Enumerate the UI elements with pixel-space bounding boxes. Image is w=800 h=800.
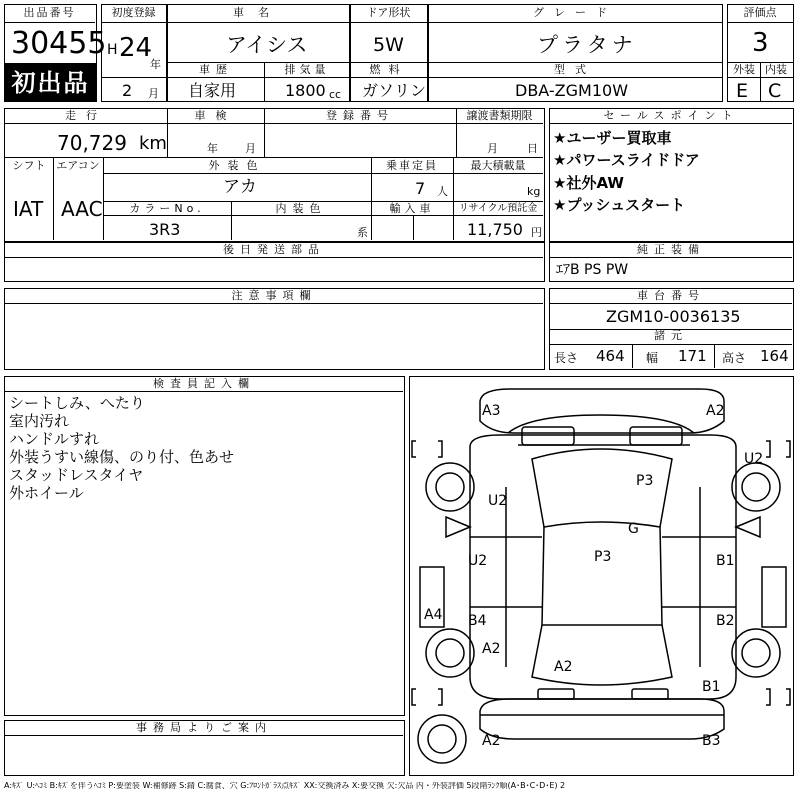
recycle-deposit: 11,750 [467,220,523,239]
recycle-deposit-label: リサイクル預託金 [458,203,538,214]
damage-mark: P3 [636,473,654,489]
damage-mark: A4 [424,607,443,623]
shift-label: シフト [12,159,46,172]
grade-box [428,4,723,102]
model: DBA-ZGM10W [515,81,629,100]
transfer-month-unit: 月 [487,142,498,155]
exterior-color: アカ [223,177,257,197]
damage-mark: B3 [702,733,721,749]
displacement-unit: cc [329,88,342,101]
height: 164 [760,347,789,365]
sales-point-item: ★社外AW [553,174,624,192]
inspection-label: 車検 [194,109,237,122]
sales-point-item: ★パワースライドドア [553,151,700,169]
first-listing-badge: 初出品 [4,64,97,102]
damage-mark: U2 [744,451,764,467]
inspector-note: 外ホイール [9,484,84,502]
lot-number-label: 出品番号 [23,6,76,19]
history: 自家用 [188,81,237,100]
length-label: 長さ [554,351,579,365]
damage-mark: B1 [716,553,735,569]
transfer-deadline-label: 譲渡書類期限 [466,109,533,122]
damage-mark: P3 [594,549,612,565]
year-unit: 年 [150,58,161,71]
interior-color-label: 内装色 [275,202,327,215]
month-unit: 月 [148,87,159,100]
equipment-list: ｴｱB PS PW [556,262,629,278]
ac: AAC [61,197,103,221]
chassis-box [549,288,794,370]
interior-grade: C [768,80,782,102]
door-label: ドア形状 [366,6,411,19]
office-label: 事務局よりご案内 [136,721,272,734]
model-label: 型式 [554,63,596,76]
lot-number: 30455 [11,26,107,61]
equipment-label: 純正装備 [637,243,705,256]
chassis-number: ZGM10-0036135 [606,307,741,326]
office-box [4,720,405,776]
later-parts-box [4,242,545,282]
inspector-label: 検査員記入欄 [153,377,255,390]
car-name-box [167,4,350,102]
damage-mark: G [628,521,639,537]
mileage-label: 走行 [65,109,107,122]
exterior-grade: E [736,80,749,102]
capacity-unit: 人 [437,185,448,198]
damage-mark: B2 [716,613,735,629]
later-parts-label: 後日発送部品 [223,243,325,256]
lot-number-box [4,4,107,64]
recycle-deposit-unit: 円 [531,226,542,239]
car-name-label: 車名 [233,6,283,19]
import-label: 輸入車 [389,202,435,215]
history-label: 車歴 [199,63,233,76]
inspection-year-unit: 年 [207,142,218,155]
damage-mark: A2 [482,733,501,749]
damage-mark: A2 [554,659,573,675]
first-registration-month: 2 [122,81,133,100]
legend: A:ｷｽﾞ U:ﾍｺﾐ B:ｷｽﾞを伴うﾍｺﾐ P:要塗装 W:補修跡 S:錆 C:腐食、穴 G:ﾌﾛﾝﾄｶﾞﾗｽ点ｷｽﾞ XX:交換済み X:要交換 欠:欠品 内・外装評価 5段階ﾗﾝｸ順(A･B･C･D･E) 2 [4,782,566,790]
car-outline [410,377,793,775]
inspector-box [4,376,405,716]
score: 3 [752,28,769,58]
score-label: 評価点 [743,6,777,19]
grade: プラタナ [537,33,637,57]
registration-number-label: 登録番号 [326,109,394,122]
notes-label: 注意事項欄 [231,289,317,302]
score-box [727,4,794,102]
damage-diagram [409,376,794,776]
inspector-note: 外装うすい線傷、のり付、色あせ [9,448,235,466]
length: 464 [596,347,625,365]
fuel-label: 燃料 [369,63,408,76]
first-registration-label: 初度登録 [111,6,156,19]
sales-points-label: セールスポイント [603,109,739,122]
interior-color-unit: 系 [357,226,368,239]
capacity-label: 乗車定員 [386,159,438,172]
inspector-note: 室内汚れ [9,412,70,430]
dimensions-label: 諸元 [654,329,688,342]
era-label: H [107,42,118,58]
door-shape: 5W [373,34,404,56]
door-box [350,4,428,102]
first-registration-year: 24 [119,33,153,63]
ac-label: エアコン [56,159,100,172]
transfer-day-unit: 日 [527,142,538,155]
height-label: 高さ [722,351,747,365]
displacement-label: 排気量 [284,63,330,76]
max-load-label: 最大積載量 [470,159,526,172]
equipment-box [549,242,794,282]
shift: IAT [13,197,44,221]
width-label: 幅 [646,351,659,365]
damage-mark: U2 [468,553,488,569]
fuel: ガソリン [362,81,427,100]
sales-point-item: ★プッシュスタート [553,196,686,214]
displacement: 1800 [285,81,326,100]
damage-mark: A2 [482,641,501,657]
damage-mark: B1 [702,679,721,695]
exterior-color-label: 外装色 [208,159,266,172]
notes-box [4,288,545,370]
inspector-note: シートしみ、へたり [9,394,145,412]
sales-points-box [549,108,794,242]
first-registration-box [101,4,167,102]
color-number: 3R3 [149,220,181,239]
color-number-label: カラーNo. [129,202,205,215]
inspector-note: ハンドルすれ [9,430,100,448]
damage-mark: B4 [468,613,487,629]
interior-label: 内装 [765,63,787,76]
exterior-label: 外装 [733,63,755,76]
inspector-note: スタッドレスタイヤ [9,466,144,484]
vehicle-details-box [4,108,545,242]
capacity: 7 [415,179,426,198]
width: 171 [678,347,707,365]
damage-mark: U2 [488,493,508,509]
damage-mark: A2 [706,403,725,419]
mileage: 70,729 [57,131,127,155]
mileage-unit: km [139,133,167,154]
sales-point-item: ★ユーザー買取車 [553,129,672,147]
damage-mark: A3 [482,403,501,419]
grade-label: グレード [533,6,617,19]
car-name: アイシス [226,33,308,57]
max-load-unit: kg [527,185,541,198]
chassis-number-label: 車台番号 [637,289,705,302]
inspection-month-unit: 月 [245,142,256,155]
